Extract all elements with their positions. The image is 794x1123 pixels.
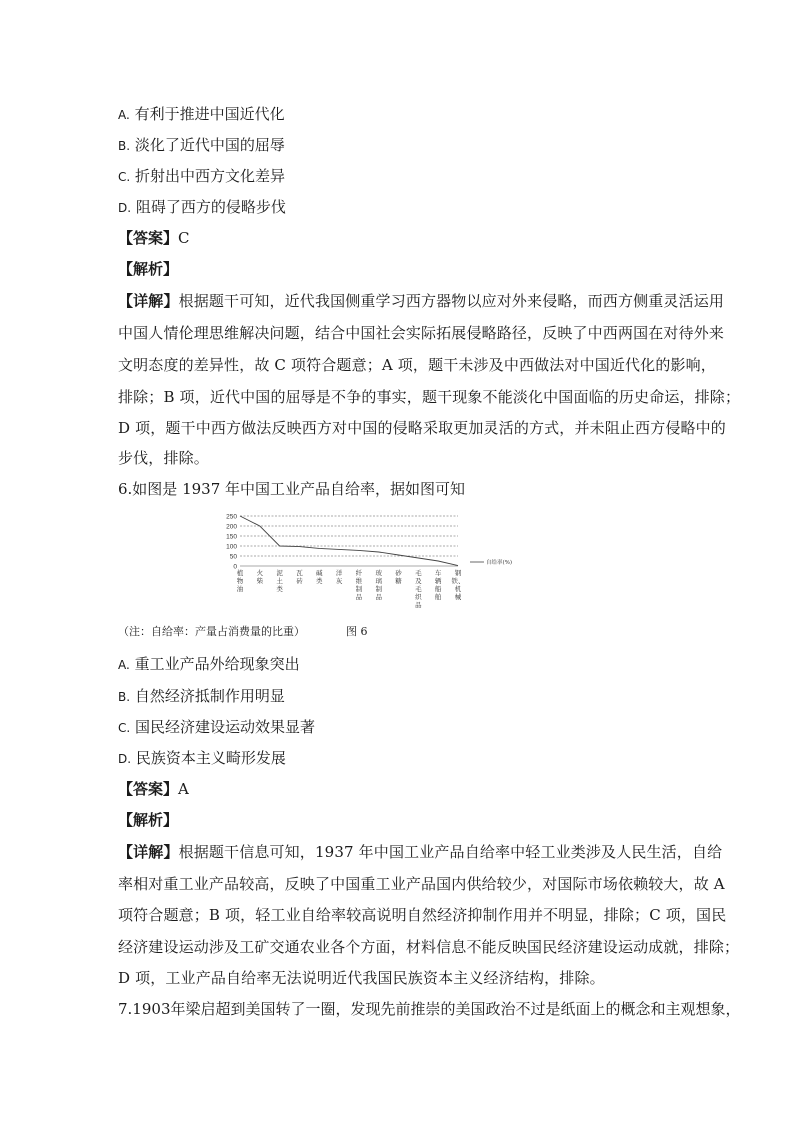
x-tick-label: 毛及毛织品 bbox=[415, 569, 422, 609]
self-sufficiency-chart bbox=[218, 508, 518, 620]
option-a-q5: A. 有利于推进中国近代化 bbox=[118, 105, 285, 123]
y-tick-label: 50 bbox=[229, 553, 237, 561]
answer-q5: 【答案】C bbox=[118, 229, 190, 247]
question-7-stem: 7.1903年梁启超到美国转了一圈，发现先前推崇的美国政治不过是纸面上的概念和主观想象， bbox=[118, 1000, 741, 1018]
chart-svg bbox=[218, 508, 518, 620]
answer-q6: 【答案】A bbox=[118, 780, 189, 798]
detail-q6-line-4: 经济建设运动涉及工矿交通农业各个方面，材料信息不能反映国民经济建设运动成就，排除； bbox=[118, 938, 740, 956]
x-tick-label: 泥土类 bbox=[276, 569, 283, 593]
option-d-q5: D. 阻碍了西方的侵略步伐 bbox=[118, 198, 286, 216]
x-tick-label: 瓦砖 bbox=[296, 569, 303, 585]
y-tick-label: 0 bbox=[233, 563, 237, 571]
y-tick-label: 100 bbox=[226, 543, 237, 551]
y-tick-label: 150 bbox=[226, 533, 237, 541]
option-b-q5: B. 淡化了近代中国的屈辱 bbox=[118, 136, 285, 154]
x-tick-label: 碱类 bbox=[316, 569, 323, 585]
analysis-label-q6: 【解析】 bbox=[118, 811, 179, 829]
option-c-q6: C. 国民经济建设运动效果显著 bbox=[118, 718, 315, 736]
detail-q5-line-2: 中国人情伦理思维解决问题，结合中国社会实际拓展侵略路径，反映了中西两国在对待外来 bbox=[118, 324, 725, 342]
detail-q6-line-5: D 项，工业产品自给率无法说明近代我国民族资本主义经济结构，排除。 bbox=[118, 969, 605, 987]
question-6-stem: 6.如图是 1937 年中国工业产品自给率，据如图可知 bbox=[118, 480, 466, 498]
x-tick-label: 钢铁、机械 bbox=[451, 569, 465, 601]
detail-q5-line-5: D 项，题干中西方做法反映西方对中国的侵略采取更加灵活的方式，并未阻止西方侵略中的 bbox=[118, 419, 726, 437]
chart-note: （注：自给率：产量占消费量的比重） bbox=[118, 625, 305, 638]
x-tick-label: 纤维制品 bbox=[355, 569, 363, 601]
detail-q5-line-3: 文明态度的差异性，故 C 项符合题意；A 项，题干未涉及中西做法对中国近代化的影响， bbox=[118, 356, 716, 374]
detail-q5-line-6: 步伐，排除。 bbox=[118, 449, 209, 467]
x-tick-label: 砂糖 bbox=[395, 569, 402, 585]
legend-label: 自给率(%) bbox=[486, 560, 513, 566]
option-d-q6: D. 民族资本主义畸形发展 bbox=[118, 749, 286, 767]
figure-label: 图 6 bbox=[346, 625, 368, 638]
option-a-q6: A. 重工业产品外给现象突出 bbox=[118, 655, 300, 673]
x-tick-label: 玻璃制品 bbox=[375, 569, 382, 601]
x-tick-label: 植物油 bbox=[236, 569, 244, 593]
series-line bbox=[240, 516, 458, 566]
detail-q5-line-1: 【详解】根据题干可知，近代我国侧重学习西方器物以应对外来侵略，而西方侧重灵活运用 bbox=[118, 292, 725, 310]
x-tick-label: 洋灰 bbox=[335, 569, 343, 585]
detail-q5-line-4: 排除；B 项，近代中国的屈辱是不争的事实，题干现象不能淡化中国面临的历史命运，排除； bbox=[118, 388, 741, 406]
option-c-q5: C. 折射出中西方文化差异 bbox=[118, 167, 285, 185]
y-tick-label: 250 bbox=[226, 513, 237, 521]
detail-q6-line-3: 项符合题意；B 项，轻工业自给率较高说明自然经济抑制作用并不明显，排除；C 项，国民 bbox=[118, 906, 727, 924]
y-tick-label: 200 bbox=[226, 523, 237, 531]
x-tick-label: 车辆船舶 bbox=[434, 569, 442, 601]
x-tick-label: 火柴 bbox=[256, 569, 264, 585]
analysis-label-q5: 【解析】 bbox=[118, 260, 179, 278]
detail-q6-line-1: 【详解】根据题干信息可知，1937 年中国工业产品自给率中轻工业类涉及人民生活，自给 bbox=[118, 843, 723, 861]
detail-q6-line-2: 率相对重工业产品较高，反映了中国重工业产品国内供给较少，对国际市场依赖较大，故 A bbox=[118, 875, 725, 893]
option-b-q6: B. 自然经济抵制作用明显 bbox=[118, 687, 285, 705]
